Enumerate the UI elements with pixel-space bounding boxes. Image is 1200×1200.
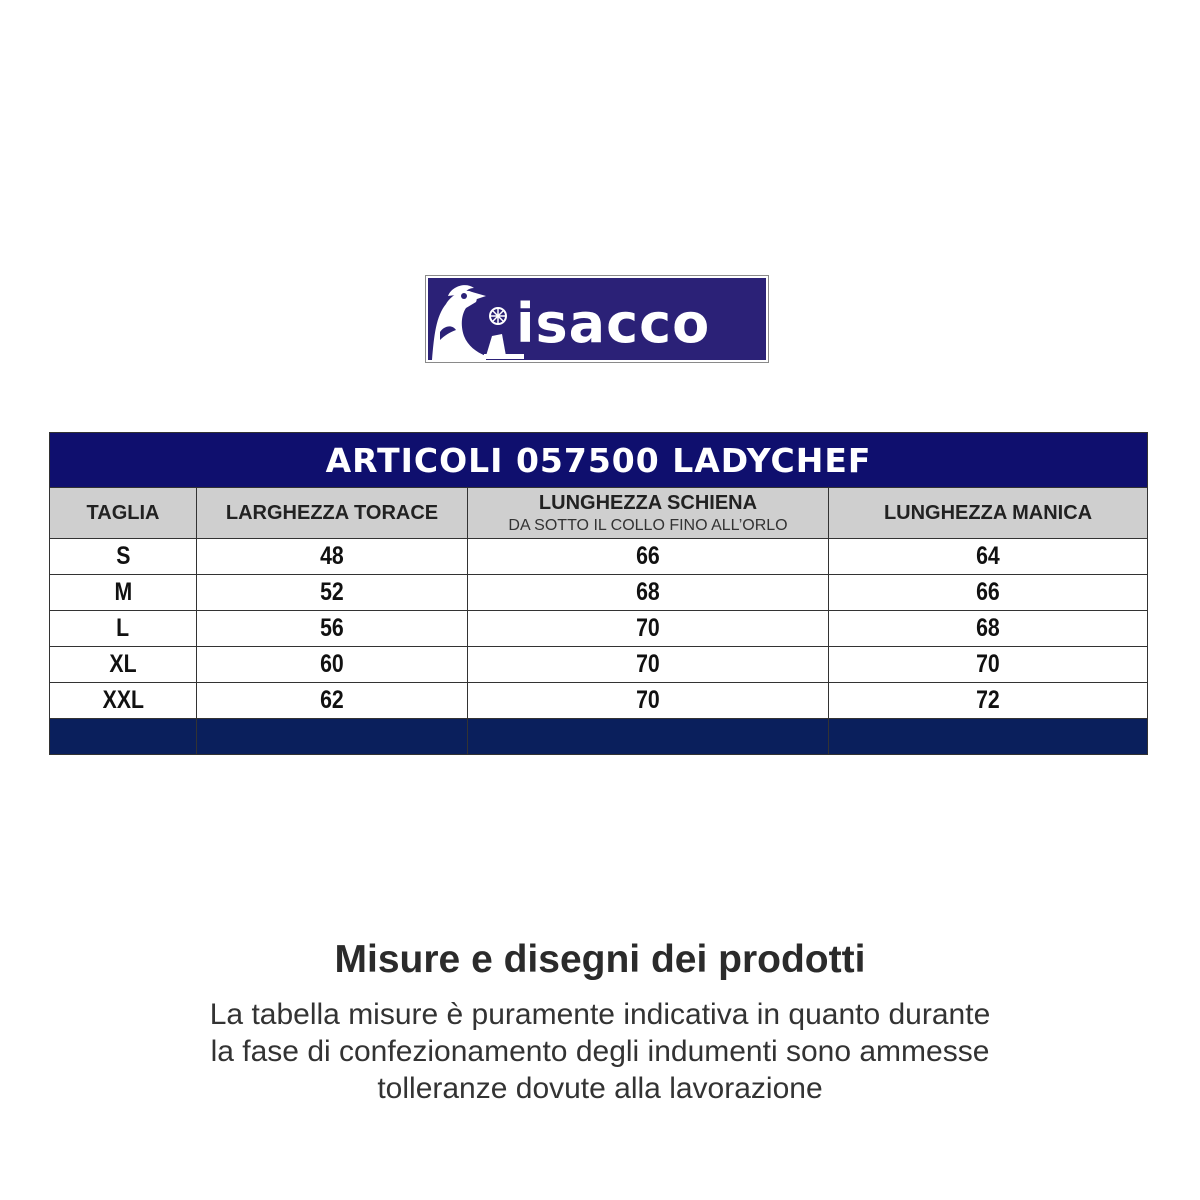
table-row (50, 611, 1148, 647)
brand-logo (425, 275, 769, 363)
header-back-length (468, 488, 829, 539)
table-row (50, 683, 1148, 719)
cell-size: M (50, 575, 197, 611)
cell-chest-width: 56 (197, 611, 468, 647)
footer-cell (468, 719, 829, 755)
cell-size: L (50, 611, 197, 647)
cell-back-length: 68 (468, 575, 829, 611)
note-line: La tabella misure è puramente indicativa in quanto durante (209, 998, 991, 1031)
cell-chest-width: 52 (197, 575, 468, 611)
note-title: Misure e disegni dei prodotti (334, 938, 866, 981)
table-footer-row (50, 719, 1148, 755)
table-row (50, 647, 1148, 683)
cell-back-length: 70 (468, 647, 829, 683)
note-line: la fase di confezionamento degli indumenti sono ammesse (210, 1035, 990, 1068)
table-title-row (50, 433, 1148, 488)
isacco-logo-graphic (426, 276, 768, 362)
header-back-length-subtitle: DA SOTTO IL COLLO FINO ALL’ORLO (508, 516, 788, 534)
cell-sleeve-length: 72 (829, 683, 1148, 719)
table-title: ARTICOLI 057500 LADYCHEF (50, 433, 1148, 488)
header-size (50, 488, 197, 539)
cell-sleeve-length: 66 (829, 575, 1148, 611)
header-back-length-label: LUNGHEZZA SCHIENA (538, 491, 758, 514)
cell-sleeve-length: 64 (829, 539, 1148, 575)
footer-cell (50, 719, 197, 755)
cell-size: XL (50, 647, 197, 683)
cell-size: XXL (50, 683, 197, 719)
cell-back-length: 70 (468, 611, 829, 647)
header-size-label: TAGLIA (86, 501, 160, 524)
cell-chest-width: 48 (197, 539, 468, 575)
header-sleeve-length-label: LUNGHEZZA MANICA (883, 501, 1093, 524)
footer-cell (829, 719, 1148, 755)
cell-back-length: 66 (468, 539, 829, 575)
footer-cell (197, 719, 468, 755)
note-line: tolleranze dovute alla lavorazione (377, 1072, 823, 1105)
cell-chest-width: 62 (197, 683, 468, 719)
note-text (160, 996, 1040, 1107)
table-row (50, 575, 1148, 611)
header-chest-width (197, 488, 468, 539)
cell-size: S (50, 539, 197, 575)
header-sleeve-length (829, 488, 1148, 539)
table-row (50, 539, 1148, 575)
size-chart-table (49, 432, 1148, 755)
header-chest-width-label: LARGHEZZA TORACE (225, 501, 439, 524)
table-header-row (50, 488, 1148, 539)
logo-brand-text: isacco (516, 292, 711, 355)
cell-sleeve-length: 68 (829, 611, 1148, 647)
cell-chest-width: 60 (197, 647, 468, 683)
cell-back-length: 70 (468, 683, 829, 719)
cell-sleeve-length: 70 (829, 647, 1148, 683)
